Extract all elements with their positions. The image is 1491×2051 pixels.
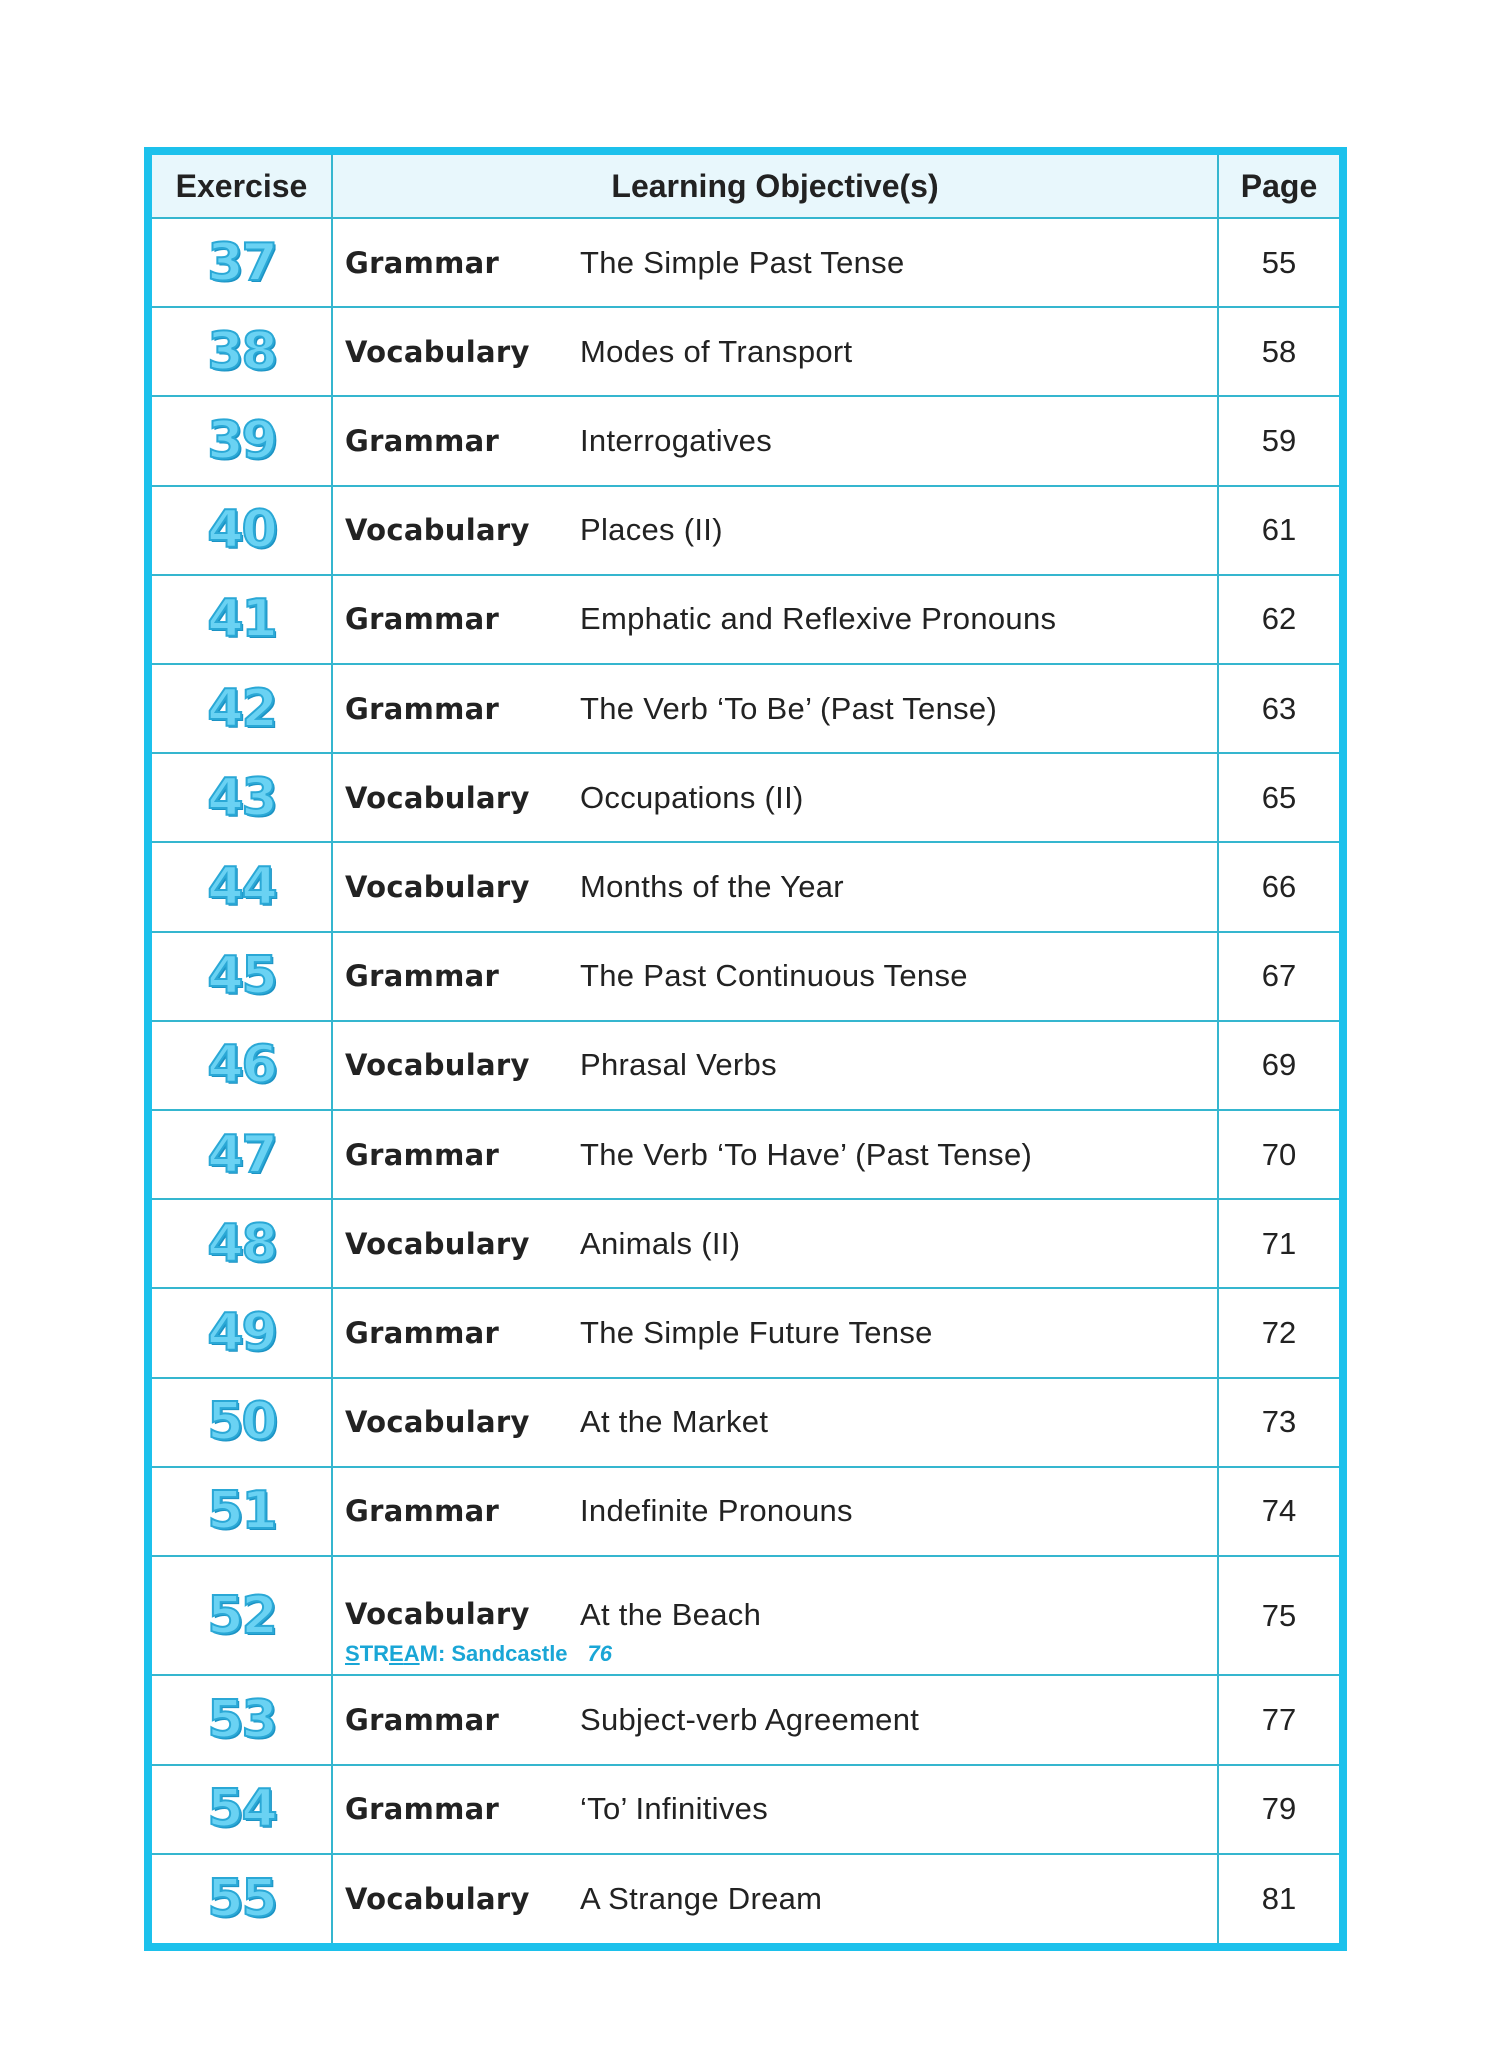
table-row[interactable]: [152, 753, 1339, 842]
table-row[interactable]: [152, 1378, 1339, 1467]
objective-title: ‘To’ Infinitives: [580, 1791, 768, 1827]
learning-objective-cell: [332, 753, 1218, 842]
stream-text: E: [389, 1641, 404, 1667]
table-row[interactable]: [152, 842, 1339, 931]
objective-title: Modes of Transport: [580, 333, 853, 369]
page-number: 67: [1218, 932, 1339, 1021]
table-header: [152, 155, 1339, 218]
page-number: 59: [1218, 396, 1339, 485]
exercise-number: 51: [152, 1467, 332, 1556]
objective-title: The Simple Future Tense: [580, 1315, 933, 1351]
exercise-number: 47: [152, 1110, 332, 1199]
objective-title: Interrogatives: [580, 423, 773, 458]
objective-category: Grammar: [345, 1702, 500, 1737]
learning-objective-cell: [332, 1021, 1218, 1110]
page-number: 74: [1218, 1467, 1339, 1556]
learning-objective-cell: [332, 1288, 1218, 1377]
objective-title: At the Beach: [580, 1597, 762, 1633]
objective-title: Places (II): [580, 512, 723, 548]
objective-title: Emphatic and Reflexive Pronouns: [580, 601, 1057, 637]
page-number: 62: [1218, 575, 1339, 664]
objective-title: The Verb ‘To Be’ (Past Tense): [580, 690, 998, 726]
learning-objective-cell: [332, 664, 1218, 753]
page-number: 66: [1218, 842, 1339, 931]
objective-category: Vocabulary: [345, 513, 530, 548]
exercise-number: 45: [152, 932, 332, 1021]
objective-title: Subject-verb Agreement: [580, 1701, 920, 1737]
learning-objective-cell: [332, 307, 1218, 396]
exercise-number: 53: [152, 1675, 332, 1764]
objective-category: Grammar: [345, 959, 500, 994]
learning-objective-cell: [332, 396, 1218, 485]
header-page: Page: [1218, 155, 1339, 218]
table-row[interactable]: [152, 1288, 1339, 1377]
stream-text: M: [419, 1641, 438, 1667]
header-objective: Learning Objective(s): [332, 155, 1218, 218]
objective-category: Grammar: [345, 1792, 500, 1827]
learning-objective-cell: [332, 932, 1218, 1021]
learning-objective-cell: [332, 1556, 1218, 1675]
page-number: 69: [1218, 1021, 1339, 1110]
table-row[interactable]: [152, 486, 1339, 575]
objective-category: Vocabulary: [345, 1881, 530, 1916]
page-number: 70: [1218, 1110, 1339, 1199]
objective-category: Vocabulary: [345, 1405, 530, 1440]
learning-objective-cell: [332, 1765, 1218, 1854]
table-row[interactable]: [152, 664, 1339, 753]
objective-title: Occupations (II): [580, 779, 804, 815]
page-number: 75: [1218, 1556, 1339, 1675]
stream-text: : Sandcastle: [437, 1641, 568, 1667]
table-row[interactable]: [152, 1021, 1339, 1110]
stream-text: S: [345, 1641, 360, 1667]
objective-title: The Verb ‘To Have’ (Past Tense): [580, 1136, 1033, 1172]
exercise-number: 50: [152, 1378, 332, 1467]
exercise-number: 52: [152, 1556, 332, 1675]
objective-title: Indefinite Pronouns: [580, 1493, 853, 1529]
objective-category: Vocabulary: [345, 334, 530, 369]
learning-objective-cell: [332, 1675, 1218, 1764]
header-exercise: Exercise: [152, 155, 332, 218]
objective-title: A Strange Dream: [580, 1880, 823, 1916]
page-number: 81: [1218, 1854, 1339, 1943]
objective-category: Grammar: [345, 691, 500, 726]
objective-category: Vocabulary: [345, 870, 530, 905]
objective-title: Months of the Year: [580, 869, 844, 905]
stream-text: R: [373, 1641, 390, 1667]
page-number: 61: [1218, 486, 1339, 575]
page-number: 72: [1218, 1288, 1339, 1377]
objective-category: Grammar: [345, 1494, 500, 1529]
table-row[interactable]: [152, 1854, 1339, 1943]
exercise-number: 48: [152, 1199, 332, 1288]
objective-title: The Simple Past Tense: [580, 244, 905, 280]
objective-category: Grammar: [345, 602, 500, 637]
stream-page: 76: [587, 1641, 613, 1667]
page-number: 77: [1218, 1675, 1339, 1764]
learning-objective-cell: [332, 218, 1218, 307]
learning-objective-cell: [332, 1467, 1218, 1556]
table-row[interactable]: [152, 932, 1339, 1021]
page-number: 65: [1218, 753, 1339, 842]
exercise-number: 54: [152, 1765, 332, 1854]
page-number: 55: [1218, 218, 1339, 307]
objective-title: Phrasal Verbs: [580, 1047, 777, 1083]
learning-objective-cell: [332, 1110, 1218, 1199]
exercise-number: 44: [152, 842, 332, 931]
exercise-number: 42: [152, 664, 332, 753]
objective-category: Grammar: [345, 424, 500, 458]
stream-text: A: [403, 1641, 420, 1667]
table-body: [152, 218, 1339, 1943]
exercise-number: 49: [152, 1288, 332, 1377]
stream-text: T: [359, 1641, 374, 1667]
objective-title: At the Market: [580, 1404, 769, 1440]
exercise-number: 41: [152, 575, 332, 664]
objective-title: The Past Continuous Tense: [580, 958, 968, 994]
table-row[interactable]: [152, 1199, 1339, 1288]
objective-category: Vocabulary: [345, 780, 530, 815]
page-number: 73: [1218, 1378, 1339, 1467]
learning-objective-cell: [332, 1199, 1218, 1288]
contents-table-frame: [144, 147, 1347, 1951]
exercise-number: 40: [152, 486, 332, 575]
page-number: 79: [1218, 1765, 1339, 1854]
exercise-number: 39: [152, 396, 332, 485]
table-row[interactable]: [152, 1765, 1339, 1854]
exercise-number: 55: [152, 1854, 332, 1943]
exercise-number: 46: [152, 1021, 332, 1110]
exercise-number: 38: [152, 307, 332, 396]
table-row[interactable]: [152, 1110, 1339, 1199]
learning-objective-cell: [332, 575, 1218, 664]
objective-category: Grammar: [345, 1137, 500, 1172]
page-number: 63: [1218, 664, 1339, 753]
objective-category: Vocabulary: [345, 1597, 530, 1632]
table-row[interactable]: [152, 307, 1339, 396]
page-number: 58: [1218, 307, 1339, 396]
objective-category: Grammar: [345, 245, 500, 280]
learning-objective-cell: [332, 1378, 1218, 1467]
objective-title: Animals (II): [580, 1225, 741, 1261]
exercise-number: 37: [152, 218, 332, 307]
table-row[interactable]: [152, 218, 1339, 307]
contents-table: [152, 155, 1339, 1943]
learning-objective-cell: [332, 1854, 1218, 1943]
table-row[interactable]: [152, 1467, 1339, 1556]
learning-objective-cell: [332, 486, 1218, 575]
exercise-number: 43: [152, 753, 332, 842]
objective-category: Vocabulary: [345, 1048, 530, 1083]
stream-activity-link[interactable]: [345, 1641, 612, 1667]
learning-objective-cell: [332, 842, 1218, 931]
table-row[interactable]: [152, 396, 1339, 485]
table-row[interactable]: [152, 1556, 1339, 1675]
objective-category: Vocabulary: [345, 1226, 530, 1261]
page-number: 71: [1218, 1199, 1339, 1288]
table-row[interactable]: [152, 1675, 1339, 1764]
objective-category: Grammar: [345, 1316, 500, 1351]
table-row[interactable]: [152, 575, 1339, 664]
